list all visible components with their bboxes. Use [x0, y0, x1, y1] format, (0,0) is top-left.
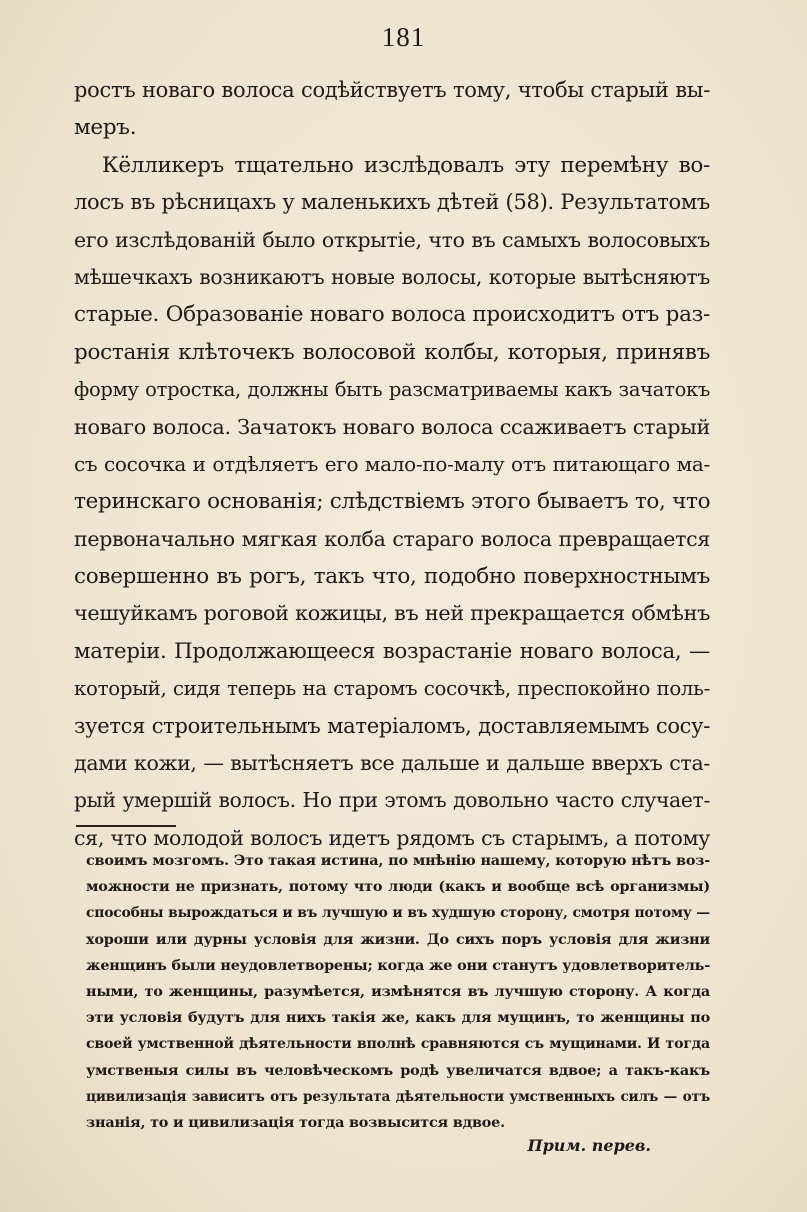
text-line: мѣшечкахъ возникаютъ новые волосы, которые вытѣсняютъ — [74, 264, 710, 289]
footnote-line: способны вырождаться и въ лучшую и въ худшую сторону, смотря потому — — [86, 905, 710, 922]
footnote-line: можности не признать, потому что люди (какъ и вообще всѣ организмы) — [86, 878, 710, 896]
footnote-line: своимъ мозгомъ. Это такая истина, по мнѣнію нашему, которую нѣтъ воз- — [86, 852, 710, 869]
text-line: теринскаго основанія; слѣдствіемъ этого бываетъ то, что — [74, 489, 711, 515]
text-line: форму отростка, должны быть разсматриваемы какъ зачатокъ — [74, 378, 710, 402]
main-text — [74, 72, 710, 857]
text-line: ростъ новаго волоса содѣйствуетъ тому, чтобы старый вы- — [74, 78, 710, 102]
text-line: меръ. — [74, 115, 137, 141]
translator-note-signature: Прим. перев. — [527, 1136, 651, 1155]
text-line: рый умершій волосъ. Но при этомъ довольно часто случает- — [74, 788, 710, 813]
text-line: старые. Образованіе новаго волоса происходитъ отъ раз- — [74, 302, 710, 328]
footnote-line: знанія, то и цивилизація тогда возвысится вдвое. — [86, 1113, 505, 1131]
text-line: лосъ въ рѣсницахъ у маленькихъ дѣтей (58). Результатомъ — [74, 190, 710, 215]
text-line: Кёлликеръ тщательно изслѣдовалъ эту перемѣну во- — [102, 152, 710, 178]
footnote-line: женщинъ были неудовлетворены; когда же они станутъ удовлетворитель- — [86, 956, 710, 974]
footnote — [86, 848, 710, 1136]
text-line: совершенно въ рогъ, такъ что, подобно поверхностнымъ — [74, 564, 710, 590]
footnote-divider — [76, 825, 176, 827]
text-line: матеріи. Продолжающееся возрастаніе новаго волоса, — — [74, 638, 710, 664]
footnote-line: эти условія будутъ для нихъ такія же, какъ для мущинъ, то женщины по — [86, 1009, 710, 1027]
footnote-line: хороши или дурны условія для жизни. До сихъ поръ условія для жизни — [86, 930, 710, 948]
footnote-line: своей умственной дѣятельности вполнѣ сравняются съ мущинами. И тогда — [86, 1036, 710, 1053]
text-line: съ сосочка и отдѣляетъ его мало-по-малу отъ питающаго ма- — [74, 451, 710, 476]
footnote-line: цивилизація зависитъ отъ результата дѣятельности умственныхъ силъ — отъ — [86, 1088, 710, 1105]
text-line: его изслѣдованій было открытіе, что въ самыхъ волосовыхъ — [74, 227, 710, 252]
text-line: новаго волоса. Зачатокъ новаго волоса ссаживаетъ старый — [74, 414, 710, 439]
text-line: ся, что молодой волосъ идетъ рядомъ съ старымъ, а потому — [74, 825, 710, 850]
footnote-line: ными, то женщины, разумѣется, измѣнятся въ лучшую сторону. А когда — [86, 982, 710, 1000]
text-line: зуется строительнымъ матеріаломъ, доставляемымъ сосу- — [74, 713, 710, 738]
text-line: дами кожи, — вытѣсняетъ все дальше и дальше вверхъ ста- — [74, 751, 710, 776]
footnote-line: умственыя силы въ человѣческомъ родѣ увеличатся вдвое; а такъ-какъ — [86, 1061, 710, 1079]
text-line: первоначально мягкая колба стараго волоса превращается — [74, 526, 710, 551]
text-line: который, сидя теперь на старомъ сосочкѣ, преспокойно поль- — [74, 677, 710, 701]
text-line: ростанія клѣточекъ волосовой колбы, которыя, принявъ — [74, 339, 710, 365]
page-number: 181 — [381, 22, 426, 52]
text-line: чешуйкамъ роговой кожицы, въ ней прекращается обмѣнъ — [74, 601, 710, 626]
